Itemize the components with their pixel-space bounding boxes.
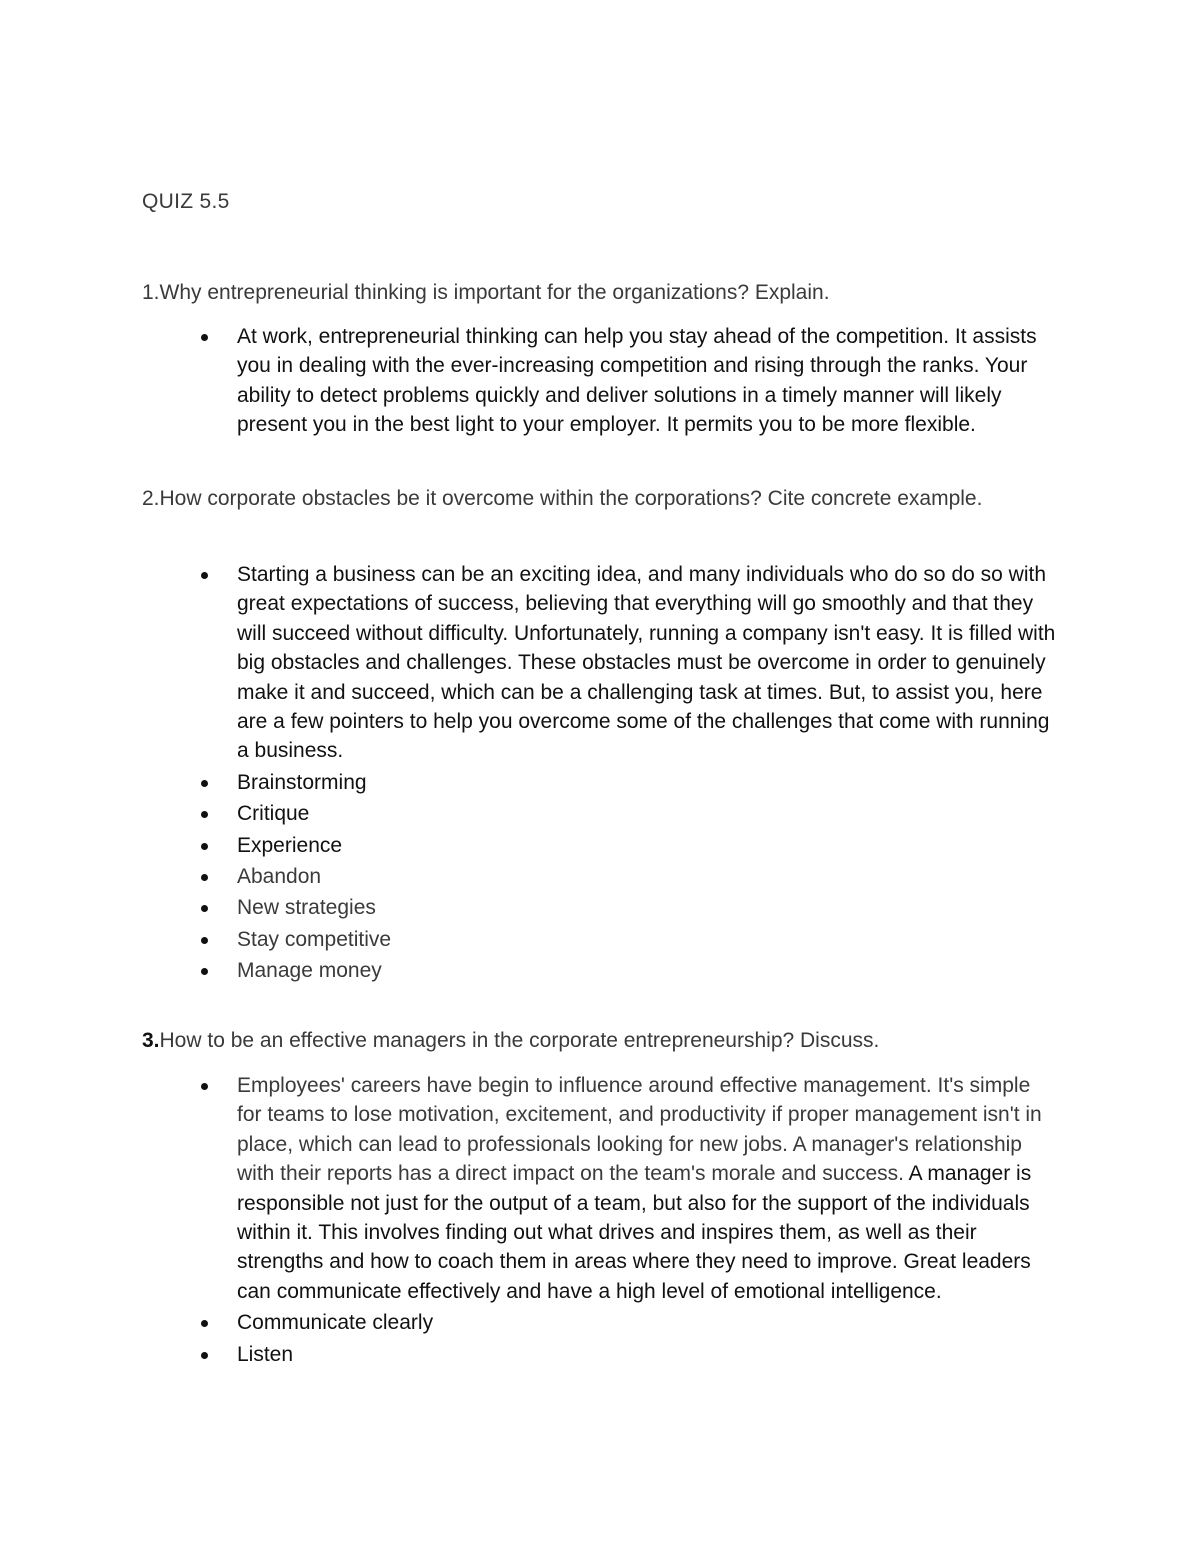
list-item [200, 768, 1060, 797]
document-title: QUIZ 5.5 [142, 190, 230, 213]
question-3 [142, 1026, 1042, 1055]
list-item-text: Communicate clearly [237, 1311, 434, 1335]
list-item-text-part1: Employees' careers have begin to influence around effective management. It's simple for teams to lose motivation, excitement, and productivity if proper management isn't in place, which can lead to professionals looking for new jobs. A manager's relationship with their reports has a direct impact on the team's morale and success. [237, 1074, 1042, 1186]
list-item-text: New strategies [237, 896, 376, 920]
bullet-icon [201, 905, 208, 912]
list-item [200, 1308, 1060, 1337]
question-number: 3. [142, 1029, 160, 1052]
list-item-text: Listen [237, 1342, 294, 1366]
list-item [200, 1071, 1060, 1306]
question-text: How corporate obstacles be it overcome within the corporations? Cite concrete example. [159, 487, 983, 510]
bullet-icon [201, 780, 208, 787]
bullet-icon [201, 968, 208, 975]
list-item [200, 893, 1060, 922]
list-item [200, 862, 1060, 891]
list-item [200, 831, 1060, 860]
bullet-icon [201, 334, 208, 341]
list-item [200, 956, 1060, 985]
question-2 [142, 484, 1042, 513]
answer-list-3 [200, 1071, 1060, 1369]
bullet-icon [201, 572, 208, 579]
list-item-text: Abandon [237, 865, 322, 889]
list-item-text: Critique [237, 802, 310, 826]
list-item [200, 560, 1060, 766]
bullet-icon [201, 1352, 208, 1359]
list-item-text: Experience [237, 833, 343, 857]
bullet-icon [201, 843, 208, 850]
question-number: 1. [142, 281, 160, 304]
answer-list-1 [200, 322, 1060, 440]
question-number: 2. [142, 487, 160, 510]
bullet-icon [201, 937, 208, 944]
list-item [200, 925, 1060, 954]
bullet-icon [201, 1320, 208, 1327]
list-item-text: At work, entrepreneurial thinking can help you stay ahead of the competition. It assists you in dealing with the ever-increasing competition and rising through the ranks. Your ability to detect problems quickly and deliver solutions in a timely manner will likely present you in the best light to your employer. It permits you to be more flexible. [237, 325, 1037, 437]
list-item [200, 322, 1060, 440]
bullet-icon [201, 874, 208, 881]
bullet-icon [201, 1083, 208, 1090]
question-text: Why entrepreneurial thinking is important for the organizations? Explain. [159, 281, 830, 304]
bullet-icon [201, 811, 208, 818]
list-item-text-part2: A manager is responsible not just for the output of a team, but also for the support of the individuals within it. This involves finding out what drives and inspires them, as well as their strengths and how to coach them in areas where they need to improve. Great leaders can communicate effectively and have a high level of emotional intelligence. [237, 1162, 1032, 1303]
list-item [200, 1340, 1060, 1369]
list-item-text: Stay competitive [237, 927, 392, 951]
question-text: How to be an effective managers in the corporate entrepreneurship? Discuss. [159, 1029, 880, 1052]
answer-list-2 [200, 560, 1060, 986]
list-item-text: Brainstorming [237, 770, 367, 794]
list-item-text: Manage money [237, 959, 382, 983]
question-1 [142, 278, 1042, 307]
list-item [200, 799, 1060, 828]
list-item-text: Starting a business can be an exciting idea, and many individuals who do so do so with great expectations of success, believing that everything will go smoothly and that they will succeed without difficulty. Unfortunately, running a company isn't easy. It is filled with big obstacles and challenges. These obstacles must be overcome in order to genuinely make it and succeed, which can be a challenging task at times. But, to assist you, here are a few pointers to help you overcome some of the challenges that come with running a business. [237, 563, 1056, 763]
